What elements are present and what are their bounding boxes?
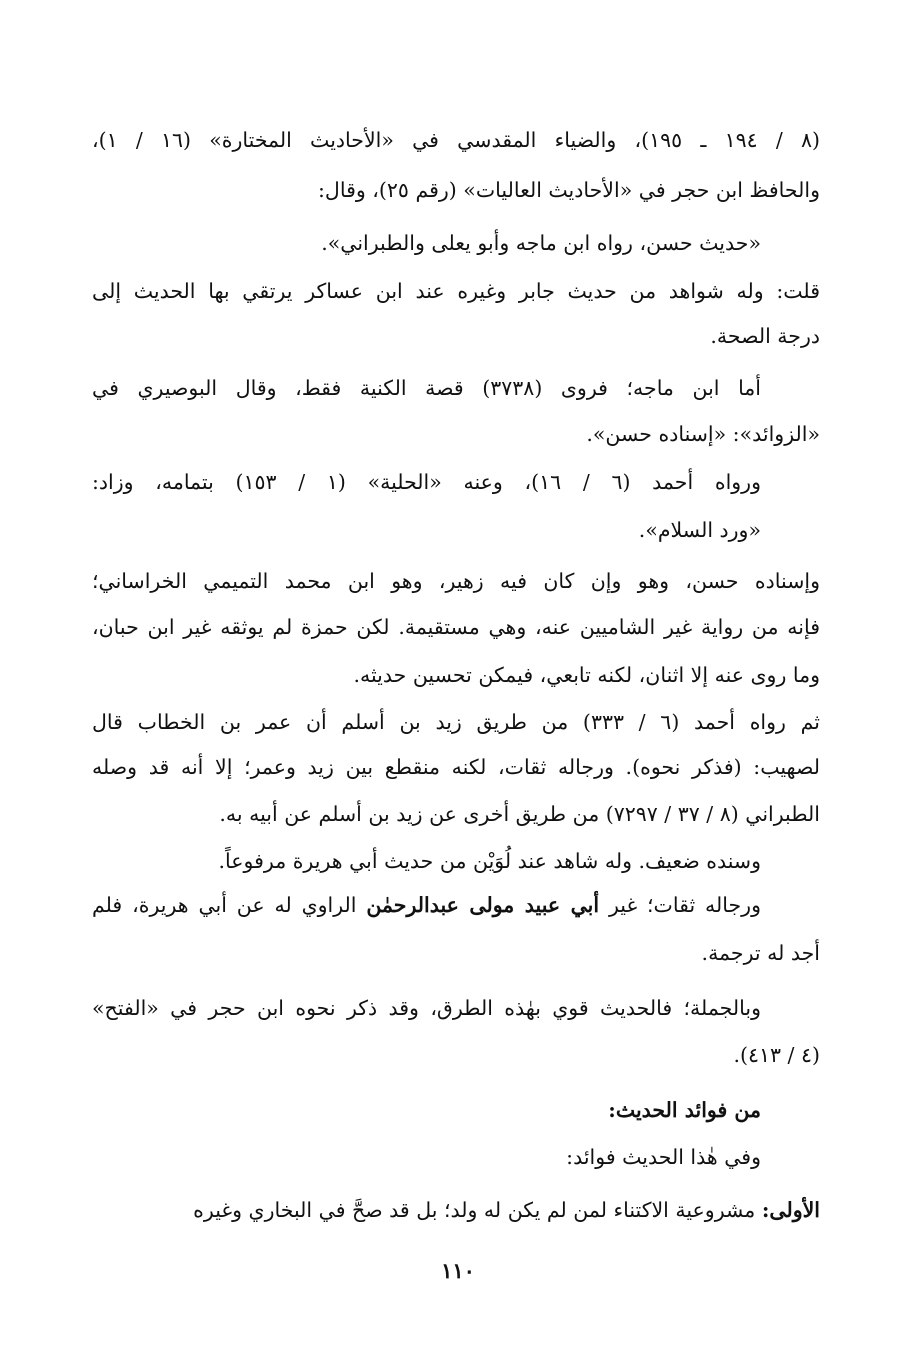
- text-line: أجد له ترجمة.: [701, 941, 820, 965]
- text-line: ثم رواه أحمد (٦ / ٣٣٣) من طريق زيد بن أسلم أن عمر بن الخطاب قال: [92, 710, 820, 734]
- text-line-with-bold: [92, 1195, 820, 1225]
- text-line: (٤ / ٤١٣).: [733, 1043, 820, 1067]
- text-line: لصهيب: (فذكر نحوه). ورجاله ثقات، لكنه منقطع بين زيد وعمر؛ إلا أنه قد وصله: [92, 755, 820, 779]
- text-line: «حديث حسن، رواه ابن ماجه وأبو يعلى والطبراني».: [321, 231, 761, 255]
- text-line: فإنه من رواية غير الشاميين عنه، وهي مستقيمة. لكن حمزة لم يوثقه غير ابن حبان،: [92, 615, 820, 639]
- section-heading: من فوائد الحديث:: [608, 1098, 761, 1122]
- text-line: (٨ / ١٩٤ ـ ١٩٥)، والضياء المقدسي في «الأحاديث المختارة» (١٦ / ١)،: [92, 128, 820, 152]
- page-number: ١١٠: [441, 1258, 475, 1283]
- text-line: وما روى عنه إلا اثنان، لكنه تابعي، فيمكن تحسين حديثه.: [353, 663, 820, 687]
- text-line: ورواه أحمد (٦ / ١٦)، وعنه «الحلية» (١ / ١٥٣) بتمامه، وزاد:: [92, 470, 761, 494]
- text-line: والحافظ ابن حجر في «الأحاديث العاليات» (رقم ٢٥)، وقال:: [318, 178, 820, 202]
- text-line: وإسناده حسن، وهو وإن كان فيه زهير، وهو ابن محمد التميمي الخراساني؛: [92, 569, 820, 593]
- text-line: الطبراني (٨ / ٣٧ / ٧٢٩٧) من طريق أخرى عن زيد بن أسلم عن أبيه به.: [219, 802, 820, 826]
- text-line-with-bold: [92, 890, 761, 920]
- text-line: درجة الصحة.: [710, 324, 820, 348]
- text-segment: مشروعية الاكتناء لمن لم يكن له ولد؛ بل قد صحَّ في البخاري وغيره: [193, 1198, 756, 1222]
- text-line: «الزوائد»: «إسناده حسن».: [586, 422, 820, 446]
- point-label: الأولى:: [761, 1198, 820, 1222]
- narrator-name: أبي عبيد مولى عبدالرحمٰن: [366, 893, 600, 917]
- text-segment: ورجاله ثقات؛ غير: [608, 893, 761, 917]
- text-line: أما ابن ماجه؛ فروى (٣٧٣٨) قصة الكنية فقط، وقال البوصيري في: [92, 376, 761, 400]
- text-line: وفي هٰذا الحديث فوائد:: [566, 1145, 761, 1169]
- text-line: «ورد السلام».: [638, 518, 761, 542]
- text-segment: الراوي له عن أبي هريرة، فلم: [92, 893, 357, 917]
- text-line: وسنده ضعيف. وله شاهد عند لُوَيْن من حديث أبي هريرة مرفوعاً.: [218, 849, 761, 873]
- text-line: وبالجملة؛ فالحديث قوي بهٰذه الطرق، وقد ذكر نحوه ابن حجر في «الفتح»: [92, 996, 761, 1020]
- text-line: قلت: وله شواهد من حديث جابر وغيره عند ابن عساكر يرتقي بها الحديث إلى: [92, 279, 820, 303]
